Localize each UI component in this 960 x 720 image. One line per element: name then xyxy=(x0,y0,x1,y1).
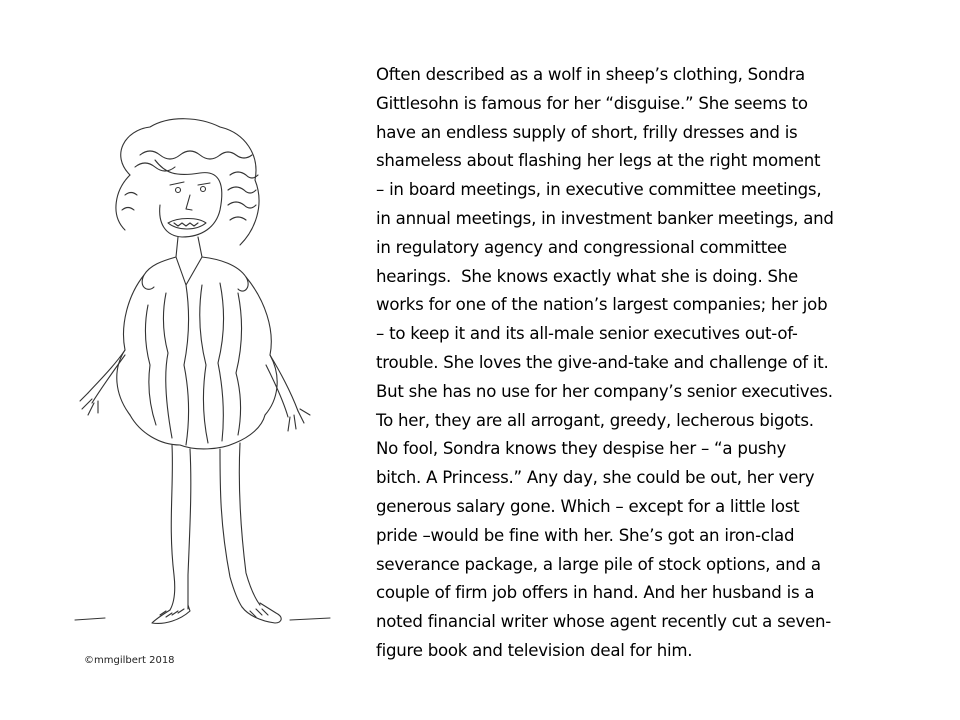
story-line: hearings. She knows exactly what she is doing. She xyxy=(376,266,799,286)
story-line: works for one of the nation’s largest companies; her job xyxy=(376,295,828,315)
story-text xyxy=(376,61,936,666)
story-line: Gittlesohn is famous for her “disguise.” She seems to xyxy=(376,93,808,113)
story-line: trouble. She loves the give-and-take and challenge of it. xyxy=(376,352,829,372)
story-line: Often described as a wolf in sheep’s clothing, Sondra xyxy=(376,65,805,84)
story-line: bitch. A Princess.” Any day, she could be out, her very xyxy=(376,468,815,488)
story-line: in annual meetings, in investment banker meetings, and xyxy=(376,208,834,228)
story-line: couple of firm job offers in hand. And her husband is a xyxy=(376,583,815,603)
woman-sketch xyxy=(70,115,340,625)
story-line: To her, they are all arrogant, greedy, lecherous bigots. xyxy=(376,410,814,430)
story-line: pride –would be fine with her. She’s got an iron-clad xyxy=(376,525,795,545)
copyright-credit: ©mmgilbert 2018 xyxy=(84,655,175,666)
story-line: have an endless supply of short, frilly dresses and is xyxy=(376,122,798,142)
story-line: No fool, Sondra knows they despise her – “a pushy xyxy=(376,439,787,459)
story-line: figure book and television deal for him. xyxy=(376,640,693,660)
story-line: shameless about flashing her legs at the right moment xyxy=(376,151,821,171)
story-line: in regulatory agency and congressional committee xyxy=(376,237,787,257)
story-line: – to keep it and its all-male senior executives out-of- xyxy=(376,324,798,344)
story-line: But she has no use for her company’s senior executives. xyxy=(376,381,833,401)
story-line: severance package, a large pile of stock options, and a xyxy=(376,554,821,574)
story-line: – in board meetings, in executive committee meetings, xyxy=(376,180,822,200)
story-line: generous salary gone. Which – except for a little lost xyxy=(376,496,800,516)
illustration-woman xyxy=(70,115,340,625)
story-line: noted financial writer whose agent recently cut a seven- xyxy=(376,612,832,632)
